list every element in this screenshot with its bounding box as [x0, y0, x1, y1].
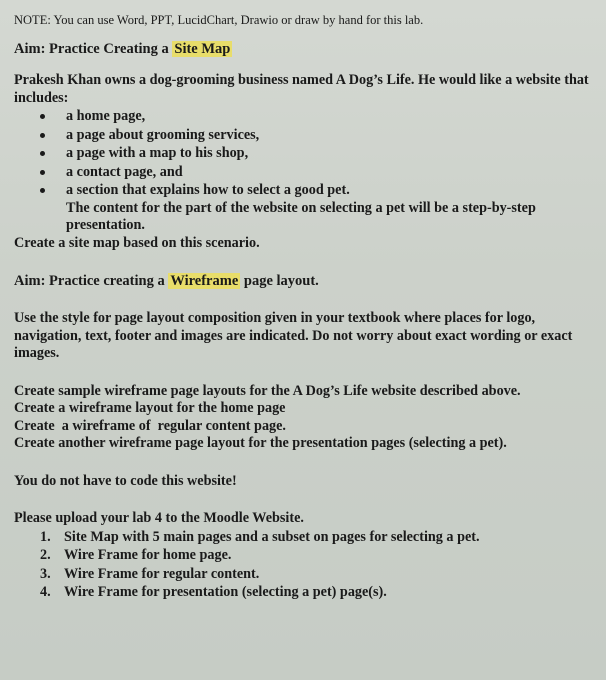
list-item — [40, 528, 596, 547]
wireframe-task-4: Create another wireframe page layout for the presentation pages (selecting a pet). — [14, 435, 507, 451]
note-line: NOTE: You can use Word, PPT, LucidChart, Drawio or draw by hand for this lab. — [14, 13, 424, 27]
upload-intro: Please upload your lab 4 to the Moodle Website. — [14, 510, 304, 526]
upload-item-number: 2. — [40, 547, 51, 563]
wireframe-task-2: Create a wireframe layout for the home page — [14, 400, 286, 416]
upload-item-text: Wire Frame for regular content. — [64, 565, 260, 582]
scenario-continuation: The content for the part of the website on selecting a pet will be a step-by-step presentation. — [66, 199, 536, 233]
aim-wireframe-suffix: page layout. — [240, 273, 319, 289]
list-item — [40, 546, 596, 565]
upload-item-text: Site Map with 5 main pages and a subset on pages for selecting a pet. — [64, 528, 480, 545]
scenario-item-text: a home page, — [66, 108, 146, 124]
list-item — [40, 163, 596, 182]
scenario-item-text: a contact page, and — [66, 163, 183, 180]
scenario-task: Create a site map based on this scenario. — [14, 234, 260, 251]
scenario-item-text: a section that explains how to select a good pet. — [66, 182, 350, 198]
scenario-item-text: a page with a map to his shop, — [66, 145, 249, 161]
list-item — [40, 565, 596, 584]
wireframe-highlight: Wireframe — [170, 273, 239, 289]
list-item — [40, 107, 596, 126]
list-item — [40, 583, 596, 602]
wireframe-task-1: Create sample wireframe page layouts for the A Dog’s Life website described above. — [14, 382, 521, 399]
aim-wireframe-heading — [14, 272, 596, 290]
aim-site-map-heading — [14, 40, 596, 58]
aim-site-map-prefix: Aim: Practice Creating a — [14, 41, 173, 57]
upload-item-number: 3. — [40, 565, 51, 582]
upload-item-text: Wire Frame for home page. — [64, 547, 232, 563]
upload-item-text: Wire Frame for presentation (selecting a pet) page(s). — [64, 584, 387, 600]
list-item — [40, 181, 596, 200]
list-item — [40, 126, 596, 145]
bullet-icon — [40, 114, 45, 119]
scenario-intro: Prakesh Khan owns a dog-grooming business named A Dog’s Life. He would like a website that includes: — [14, 72, 589, 106]
scenario-bullet-list — [14, 107, 596, 200]
bullet-icon — [40, 151, 45, 156]
upload-item-number: 1. — [40, 528, 51, 545]
style-instruction: Use the style for page layout composition given in your textbook where places for logo, navigation, text, footer and images are indicated. Do not worry about exact wording or exact images. — [14, 310, 573, 361]
no-code-note: You do not have to code this website! — [14, 472, 237, 489]
upload-list — [14, 528, 596, 602]
bullet-icon — [40, 188, 45, 193]
aim-wireframe-prefix: Aim: Practice creating a — [14, 273, 169, 289]
wireframe-task-3: Create a wireframe of regular content page. — [14, 417, 286, 434]
list-item — [40, 144, 596, 163]
bullet-icon — [40, 133, 45, 138]
bullet-icon — [40, 170, 45, 175]
scenario-item-text: a page about grooming services, — [66, 126, 260, 143]
site-map-highlight: Site Map — [174, 41, 231, 57]
upload-item-number: 4. — [40, 584, 51, 600]
